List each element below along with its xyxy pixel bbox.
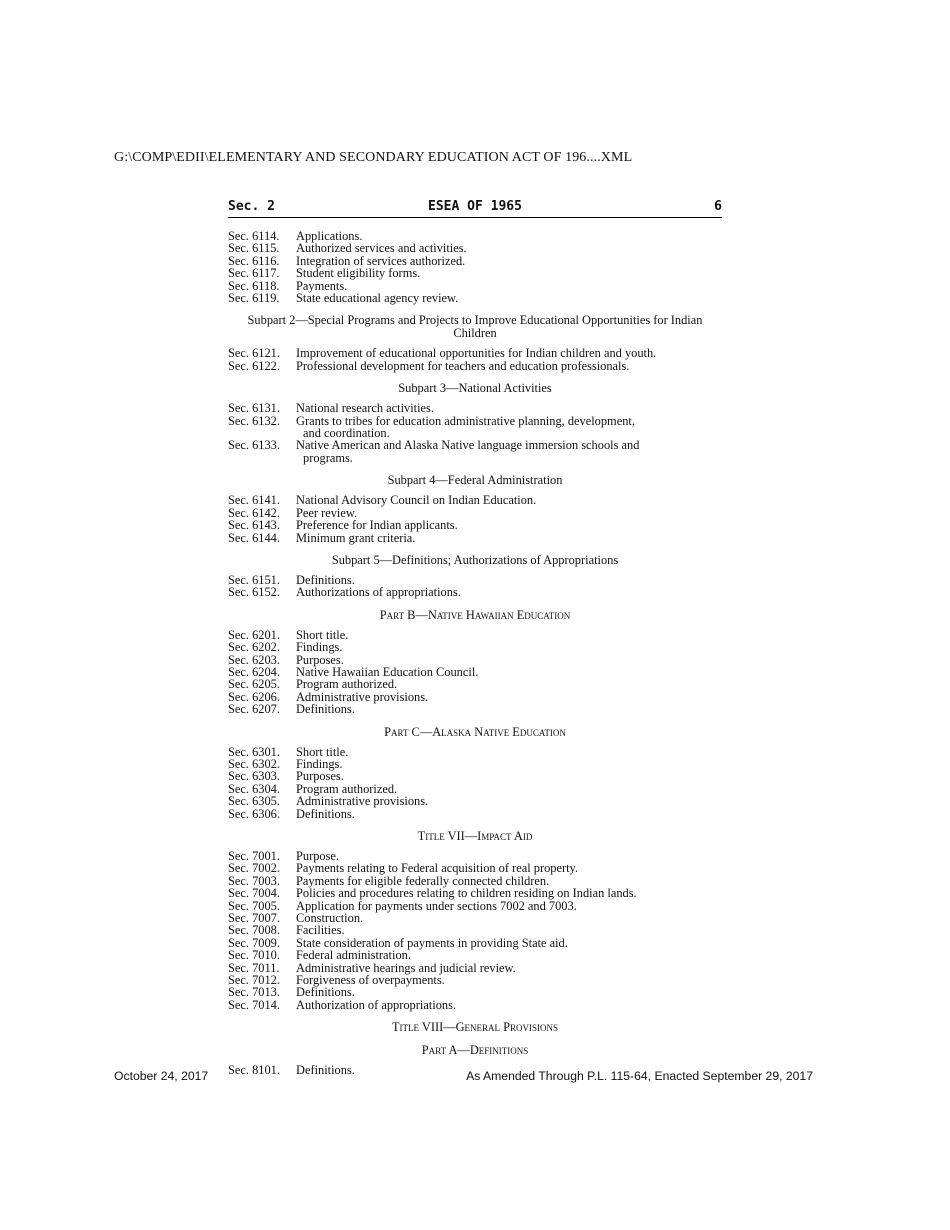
section-title-line-2: and coordination. <box>303 426 390 441</box>
toc-entry <box>228 887 722 899</box>
section-title: Definitions. <box>296 702 355 717</box>
toc-entry <box>228 242 722 254</box>
section-number: Sec. 6115. <box>228 241 280 256</box>
section-number: Sec. 6203. <box>228 652 280 667</box>
section-number: Sec. 6132. <box>228 413 280 428</box>
toc-entry <box>228 924 722 936</box>
part-a-heading: Part A—Definitions <box>421 1043 529 1058</box>
toc-entry <box>228 770 722 782</box>
section-title: Preference for Indian applicants. <box>296 518 458 533</box>
toc-entry <box>228 586 722 598</box>
section-number: Sec. 8101. <box>228 1063 280 1078</box>
section-title: Payments for eligible federally connected children. <box>296 873 550 888</box>
file-path-header: G:\COMP\EDII\ELEMENTARY AND SECONDARY EDUCATION ACT OF 196....XML <box>114 150 633 165</box>
page-number: 6 <box>714 199 722 214</box>
section-title: Program authorized. <box>296 781 398 796</box>
section-title: Purposes. <box>296 769 344 784</box>
section-number: Sec. 7014. <box>228 997 280 1012</box>
toc-entry <box>228 519 722 531</box>
toc-entry <box>228 678 722 690</box>
section-number: Sec. 6151. <box>228 572 280 587</box>
section-number: Sec. 6302. <box>228 756 280 771</box>
running-head <box>228 197 722 218</box>
toc-entry <box>228 292 722 304</box>
toc-entry <box>228 862 722 874</box>
section-title: Definitions. <box>296 985 355 1000</box>
toc-entry <box>228 808 722 820</box>
toc-entry <box>228 703 722 715</box>
section-title: Administrative provisions. <box>296 794 429 809</box>
section-number: Sec. 6116. <box>228 253 280 268</box>
section-number: Sec. 6202. <box>228 640 280 655</box>
section-number: Sec. 6301. <box>228 744 280 759</box>
section-title: Peer review. <box>296 505 358 520</box>
toc-entry <box>228 986 722 998</box>
section-title: Authorized services and activities. <box>296 241 467 256</box>
section-title: Short title. <box>296 744 349 759</box>
toc-entry <box>228 641 722 653</box>
section-number: Sec. 6118. <box>228 278 280 293</box>
section-title: Administrative provisions. <box>296 689 429 704</box>
section-number: Sec. 7001. <box>228 849 280 863</box>
section-number: Sec. 7010. <box>228 948 280 963</box>
section-number: Sec. 6206. <box>228 689 280 704</box>
section-title: Definitions. <box>296 1063 355 1078</box>
title-viii-heading: Title VIII—General Provisions <box>391 1020 559 1035</box>
section-number: Sec. 7007. <box>228 911 280 926</box>
part-b-heading: Part B—Native Hawaiian Education <box>379 607 571 622</box>
running-head-section: Sec. 2 <box>228 199 275 214</box>
section-title-line-1: Native American and Alaska Native language immersion schools and <box>296 438 640 453</box>
section-title: Applications. <box>296 229 363 243</box>
subpart-5-heading: Subpart 5—Definitions; Authorizations of Appropriations <box>331 552 619 567</box>
subpart-2-heading: Subpart 2—Special Programs and Projects to Improve Educational Opportunities for Indian Children <box>247 313 703 341</box>
section-title-line-2: programs. <box>303 450 353 465</box>
section-title: Authorizations of appropriations. <box>296 585 461 600</box>
toc-entry <box>228 949 722 961</box>
section-title: Professional development for teachers and education professionals. <box>296 358 630 373</box>
section-title: Findings. <box>296 640 343 655</box>
section-title: Definitions. <box>296 806 355 821</box>
section-number: Sec. 7002. <box>228 861 280 876</box>
section-title-line-1: Grants to tribes for education administrative planning, development, <box>296 413 635 428</box>
section-number: Sec. 6142. <box>228 505 280 520</box>
section-number: Sec. 6117. <box>228 266 280 281</box>
section-title: Program authorized. <box>296 677 398 692</box>
section-title: Forgiveness of overpayments. <box>296 973 445 988</box>
section-number: Sec. 6144. <box>228 530 280 545</box>
section-number: Sec. 6303. <box>228 769 280 784</box>
section-number: Sec. 6143. <box>228 518 280 533</box>
section-title: Native Hawaiian Education Council. <box>296 664 479 679</box>
section-number: Sec. 6114. <box>228 229 280 243</box>
section-title: Policies and procedures relating to children residing on Indian lands. <box>296 886 637 901</box>
section-number: Sec. 7008. <box>228 923 280 938</box>
title-vii-heading: Title VII—Impact Aid <box>417 829 533 843</box>
section-title <box>296 415 722 440</box>
section-number: Sec. 6305. <box>228 794 280 809</box>
part-c-heading: Part C—Alaska Native Education <box>384 724 566 739</box>
section-number: Sec. 6207. <box>228 702 280 717</box>
section-title: Payments. <box>296 278 348 293</box>
section-title: National research activities. <box>296 401 434 416</box>
section-title: Construction. <box>296 911 364 926</box>
section-number: Sec. 6204. <box>228 664 280 679</box>
toc-entry <box>228 494 722 506</box>
section-title: Administrative hearings and judicial review. <box>296 960 516 975</box>
section-number: Sec. 6304. <box>228 781 280 796</box>
section-number: Sec. 6131. <box>228 401 280 416</box>
section-title: State consideration of payments in providing State aid. <box>296 935 568 950</box>
section-title: Purpose. <box>296 849 340 863</box>
section-number: Sec. 6306. <box>228 806 280 821</box>
toc-entry <box>228 532 722 544</box>
section-title: Improvement of educational opportunities for Indian children and youth. <box>296 346 657 361</box>
section-number: Sec. 6152. <box>228 585 280 600</box>
section-title: Authorization of appropriations. <box>296 997 457 1012</box>
section-title: Application for payments under sections 7002 and 7003. <box>296 898 577 913</box>
section-title: Federal administration. <box>296 948 411 963</box>
section-number: Sec. 6205. <box>228 677 280 692</box>
footer-amended-note: As Amended Through P.L. 115-64, Enacted September 29, 2017 <box>466 1069 813 1083</box>
section-title: National Advisory Council on Indian Education. <box>296 493 537 508</box>
section-number: Sec. 6119. <box>228 291 280 306</box>
subpart-4-heading: Subpart 4—Federal Administration <box>387 473 563 488</box>
section-number: Sec. 6122. <box>228 358 280 373</box>
section-title: Definitions. <box>296 572 355 587</box>
section-number: Sec. 7009. <box>228 935 280 950</box>
section-title: Findings. <box>296 756 343 771</box>
section-title: Facilities. <box>296 923 345 938</box>
toc-entry <box>228 439 722 464</box>
section-number: Sec. 7012. <box>228 973 280 988</box>
table-of-contents <box>228 230 722 1077</box>
section-title: Payments relating to Federal acquisition of real property. <box>296 861 579 876</box>
subpart-3-heading: Subpart 3—National Activities <box>398 381 552 396</box>
section-number: Sec. 6201. <box>228 627 280 642</box>
section-number: Sec. 7011. <box>228 960 280 975</box>
footer-date: October 24, 2017 <box>114 1069 209 1083</box>
toc-entry <box>228 267 722 279</box>
section-number: Sec. 7005. <box>228 898 280 913</box>
section-title: Student eligibility forms. <box>296 266 421 281</box>
toc-entry <box>228 347 722 359</box>
toc-entry <box>228 360 722 372</box>
section-number: Sec. 6133. <box>228 438 280 453</box>
section-number: Sec. 7004. <box>228 886 280 901</box>
running-head-title: ESEA OF 1965 <box>428 199 522 214</box>
section-number: Sec. 7003. <box>228 873 280 888</box>
section-title: Integration of services authorized. <box>296 253 466 268</box>
toc-entry <box>228 999 722 1011</box>
toc-entry <box>228 415 722 440</box>
toc-entry <box>228 795 722 807</box>
section-number: Sec. 7013. <box>228 985 280 1000</box>
section-number: Sec. 6121. <box>228 346 280 361</box>
section-title: Minimum grant criteria. <box>296 530 416 545</box>
section-number: Sec. 6141. <box>228 493 280 508</box>
section-title: Short title. <box>296 627 349 642</box>
section-title: Purposes. <box>296 652 344 667</box>
section-title: State educational agency review. <box>296 291 459 306</box>
section-title <box>296 439 722 464</box>
